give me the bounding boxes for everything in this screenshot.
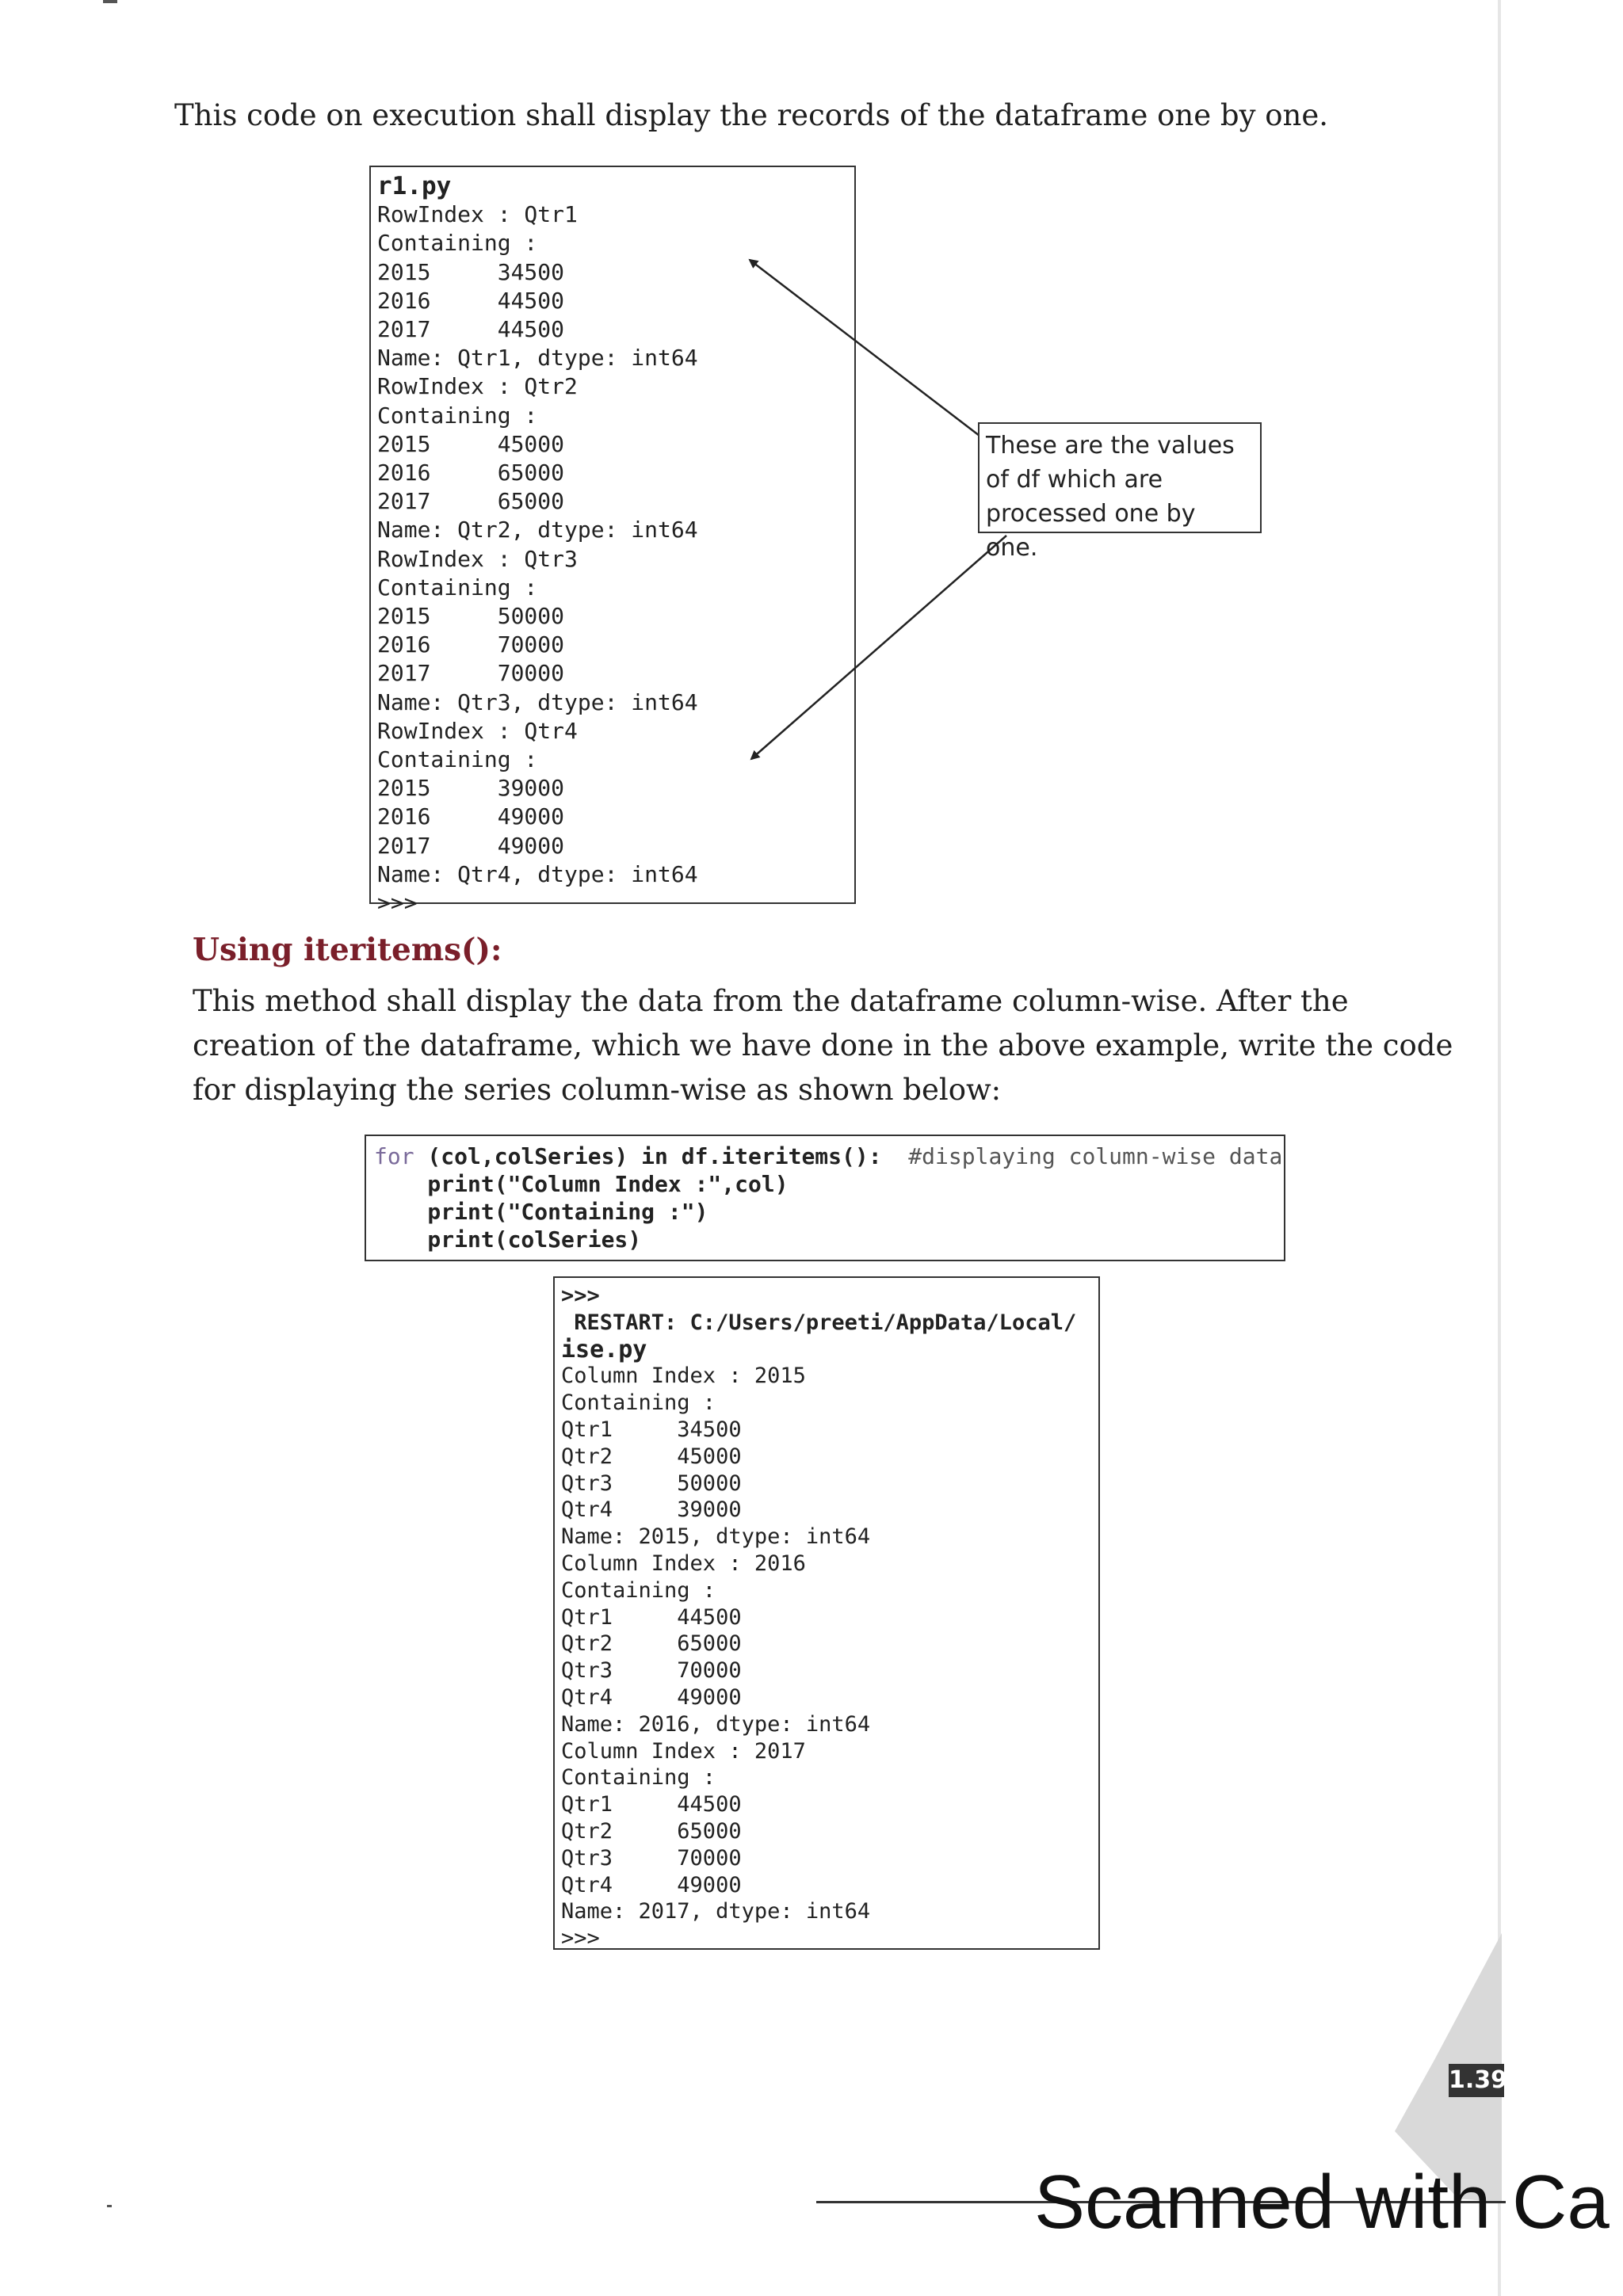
output-line: Column Index : 2017 [561, 1738, 806, 1764]
output-line: Column Index : 2015 [561, 1363, 806, 1389]
output-line: Name: Qtr3, dtype: int64 [377, 688, 698, 715]
output-line: 2016 65000 [377, 460, 565, 486]
output-line: Qtr4 39000 [561, 1497, 742, 1523]
restart-line: RESTART: C:/Users/preeti/AppData/Local/ [561, 1310, 1077, 1335]
output-line: 2016 70000 [377, 631, 565, 658]
output-filename: r1.py [377, 172, 452, 200]
output-line: Name: Qtr2, dtype: int64 [377, 517, 698, 543]
output-line: 2015 39000 [377, 775, 565, 802]
output-line: Containing : [561, 1390, 716, 1416]
code-comment: #displaying column-wise data [881, 1143, 1283, 1169]
output-line: Name: Qtr1, dtype: int64 [377, 345, 698, 372]
shell-prompt: >>> [561, 1283, 600, 1308]
page-number: 1.39 [1449, 2064, 1504, 2097]
code-expression: (col,colSeries) in df.iteritems(): [414, 1143, 882, 1169]
output-line: RowIndex : Qtr3 [377, 545, 578, 572]
output-line: Qtr1 44500 [561, 1792, 742, 1817]
scan-mark [107, 2205, 112, 2207]
output-line: RowIndex : Qtr1 [377, 201, 578, 228]
output-line: Qtr1 44500 [561, 1604, 742, 1630]
output-line: Qtr2 65000 [561, 1818, 742, 1844]
output-line: 2015 45000 [377, 430, 565, 457]
section-heading: Using iteritems(): [193, 932, 502, 968]
code-keyword: for [374, 1143, 414, 1169]
output-line: >>> [561, 1926, 600, 1951]
output-line: Qtr3 70000 [561, 1658, 742, 1684]
output-line: RowIndex : Qtr2 [377, 373, 578, 400]
output-line: 2016 49000 [377, 803, 565, 830]
output-line: Containing : [561, 1577, 716, 1603]
output-line: Qtr3 50000 [561, 1470, 742, 1496]
output-line: RowIndex : Qtr4 [377, 717, 578, 744]
output-line: Containing : [377, 574, 538, 601]
output-line: Containing : [377, 746, 538, 773]
output-line: 2017 70000 [377, 660, 565, 687]
intro-text: This code on execution shall display the records of the dataframe one by one. [174, 98, 1329, 132]
output-line: Name: 2015, dtype: int64 [561, 1524, 871, 1550]
code-line-4: print(colSeries) [374, 1226, 642, 1253]
output-line: 2017 65000 [377, 488, 565, 515]
output-line: 2017 49000 [377, 832, 565, 859]
output-line: Qtr4 49000 [561, 1684, 742, 1710]
output-line: 2016 44500 [377, 287, 565, 314]
code-line-2: print("Column Index :",col) [374, 1171, 789, 1197]
output-line: Qtr4 49000 [561, 1872, 742, 1897]
callout-note: These are the values of df which are processed one by one. [978, 422, 1262, 533]
output-line: Containing : [377, 230, 538, 257]
output-line: >>> [377, 890, 418, 917]
section-paragraph: This method shall display the data from the dataframe column-wise. After the creation of the dataframe, which we have done in the above example, write the code for displaying the series column-wise as shown below: [193, 984, 1453, 1107]
output-line: 2015 50000 [377, 603, 565, 630]
output-line: Name: 2016, dtype: int64 [561, 1711, 871, 1737]
output-line: 2015 34500 [377, 258, 565, 285]
scanner-watermark: Scanned with Ca [1034, 2160, 1610, 2245]
output-line: Name: Qtr4, dtype: int64 [377, 860, 698, 887]
output-line: Containing : [561, 1765, 716, 1791]
code-line-3: print("Containing :") [374, 1199, 708, 1225]
output-line: Qtr3 70000 [561, 1845, 742, 1871]
output-line: 2017 44500 [377, 316, 565, 343]
output-line: Qtr2 65000 [561, 1631, 742, 1657]
restart-filename: ise.py [561, 1335, 647, 1363]
output-line: Containing : [377, 402, 538, 429]
output-line: Qtr1 34500 [561, 1417, 742, 1442]
output-line: Column Index : 2016 [561, 1550, 806, 1576]
output-line: Qtr2 45000 [561, 1444, 742, 1469]
output-line: Name: 2017, dtype: int64 [561, 1899, 871, 1924]
